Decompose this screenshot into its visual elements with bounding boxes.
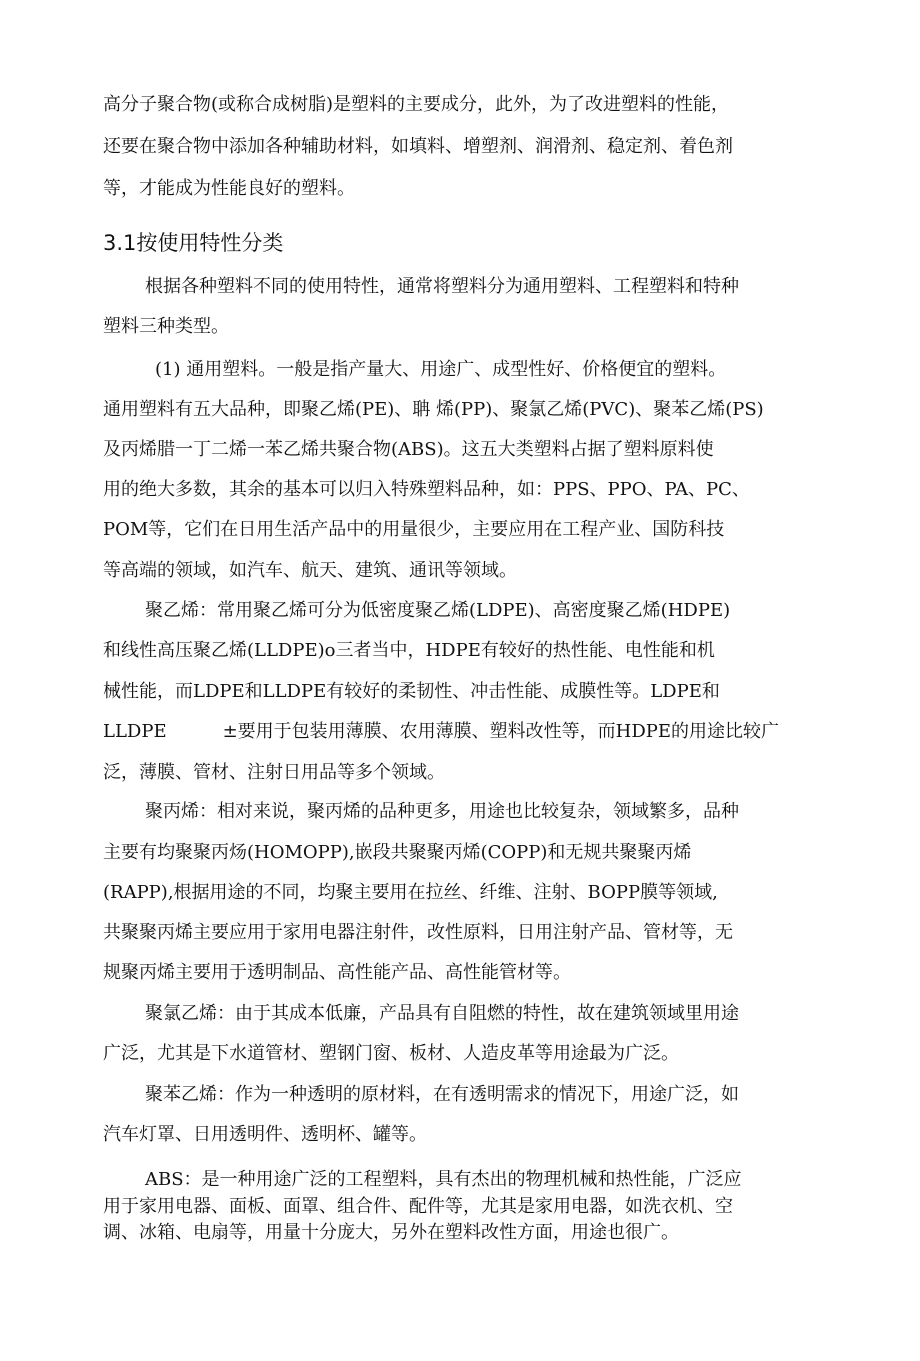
paragraph-line: 等高端的领域，如汽车、航天、建筑、通讯等领域。: [103, 560, 517, 581]
intro-line: 高分子聚合物(或称合成树脂)是塑料的主要成分，此外，为了改进塑料的性能，: [103, 94, 730, 115]
paragraph-line: [103, 721, 840, 743]
paragraph-line: 主要有均聚聚丙炀(HOMOPP),嵌段共聚聚丙烯(COPP)和无规共聚聚丙烯: [103, 842, 692, 863]
paragraph-line: POM等，它们在日用生活产品中的用量很少，主要应用在工程产业、国防科技: [103, 519, 725, 540]
paragraph-line: 泛，薄膜、管材、注射日用品等多个领域。: [103, 762, 445, 783]
paragraph-line: 用于家用电器、面板、面罩、组合件、配件等，尤其是家用电器，如洗衣机、空: [103, 1196, 733, 1217]
paragraph-line: ABS：是一种用途广泛的工程塑料，具有杰出的物理机械和热性能，广泛应: [145, 1169, 742, 1190]
intro-line: 还要在聚合物中添加各种辅助材料，如填料、增塑剂、润滑剂、稳定剂、着色剂: [103, 136, 733, 157]
paragraph-line: 广泛，尤其是下水道管材、塑钢门窗、板材、人造皮革等用途最为广泛。: [103, 1043, 679, 1064]
paragraph-line: 聚氯乙烯：由于其成本低廉，产品具有自阻燃的特性，故在建筑领域里用途: [145, 1003, 739, 1024]
intro-line: 等，才能成为性能良好的塑料。: [103, 178, 355, 199]
paragraph-line: 根据各种塑料不同的使用特性，通常将塑料分为通用塑料、工程塑料和特种: [145, 276, 739, 297]
section-heading: 3.1按使用特性分类: [103, 231, 284, 255]
paragraph-line: 调、冰箱、电扇等，用量十分庞大，另外在塑料改性方面，用途也很广。: [103, 1222, 679, 1243]
paragraph-line: 聚丙烯：相对来说，聚丙烯的品种更多，用途也比较复杂，领域繁多，品种: [145, 801, 739, 822]
paragraph-line: 械性能，而LDPE和LLDPE有较好的柔韧性、冲击性能、成膜性等。LDPE和: [103, 681, 720, 702]
paragraph-line: 塑料三种类型。: [103, 316, 229, 337]
line-fragment: LLDPE: [103, 721, 167, 742]
paragraph-line: 和线性高压聚乙烯(LLDPE)o三者当中，HDPE有较好的热性能、电性能和机: [103, 640, 715, 661]
paragraph-line: 用的绝大多数，其余的基本可以归入特殊塑料品种，如：PPS、PPO、PA、PC、: [103, 479, 750, 500]
paragraph-line: (1) 通用塑料。一般是指产量大、用途广、成型性好、价格便宜的塑料。: [155, 359, 727, 380]
paragraph-line: 聚苯乙烯：作为一种透明的原材料，在有透明需求的情况下，用途广泛，如: [145, 1084, 739, 1105]
paragraph-line: (RAPP),根据用途的不同，均聚主要用在拉丝、纤维、注射、BOPP膜等领域,: [103, 882, 718, 903]
paragraph-line: 汽车灯罩、日用透明件、透明杯、罐等。: [103, 1124, 427, 1145]
paragraph-line: 规聚丙烯主要用于透明制品、高性能产品、高性能管材等。: [103, 962, 571, 983]
paragraph-line: 聚乙烯：常用聚乙烯可分为低密度聚乙烯(LDPE)、高密度聚乙烯(HDPE): [145, 600, 731, 621]
paragraph-line: 通用塑料有五大品种，即聚乙烯(PE)、聃 烯(PP)、聚氯乙烯(PVC)、聚苯乙烯(PS): [103, 399, 764, 420]
line-fragment: ±要用于包装用薄膜、农用薄膜、塑料改性等，而HDPE的用途比较广: [222, 721, 780, 742]
paragraph-line: 共聚聚丙烯主要应用于家用电器注射件，改性原料，日用注射产品、管材等，无: [103, 922, 733, 943]
paragraph-line: 及丙烯腊一丁二烯一苯乙烯共聚合物(ABS)。这五大类塑料占据了塑料原料使: [103, 439, 714, 460]
